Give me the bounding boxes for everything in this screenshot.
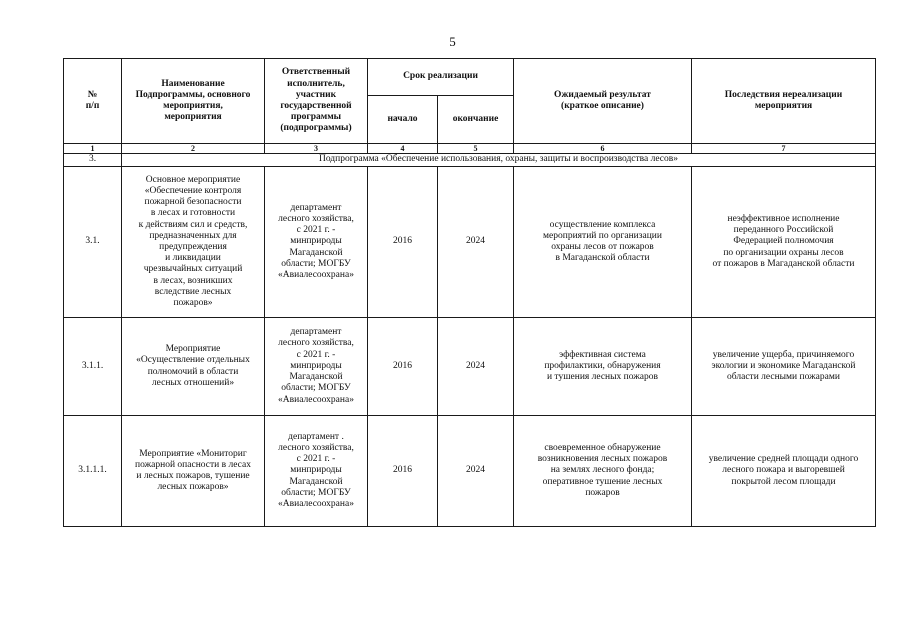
row-num: 3.1.1.1. — [64, 416, 122, 527]
row-start: 2016 — [368, 167, 438, 318]
header-end: окончание — [438, 96, 514, 144]
row-end: 2024 — [438, 318, 514, 416]
column-number: 5 — [438, 144, 514, 154]
row-name: Основное мероприятие «Обеспечение контроля пожарной безопасности в лесах и готовности к действиям сил и средств, предназначенных для предупреждения и ликвидации чрезвычайных ситуаций в лесах, возникших вследствие лесных пожаров» — [122, 167, 265, 318]
page-number: 5 — [449, 34, 456, 49]
row-num: 3.1.1. — [64, 318, 122, 416]
header-num: № п/п — [64, 59, 122, 144]
row-num: 3.1. — [64, 167, 122, 318]
header-name: Наименование Подпрограммы, основного мероприятия, мероприятия — [122, 59, 265, 144]
column-number: 1 — [64, 144, 122, 154]
row-responsible: департамент лесного хозяйства, с 2021 г. - минприроды Магаданской области; МОГБУ «Авиалесоохрана» — [265, 318, 368, 416]
table-row — [64, 167, 876, 318]
header-start: начало — [368, 96, 438, 144]
column-number: 3 — [265, 144, 368, 154]
table-row — [64, 416, 876, 527]
row-start: 2016 — [368, 416, 438, 527]
row-expected: осуществление комплекса мероприятий по организации охраны лесов от пожаров в Магаданской области — [514, 167, 692, 318]
column-number: 4 — [368, 144, 438, 154]
subprogram-num: 3. — [64, 154, 122, 167]
header-row-top — [64, 59, 876, 96]
program-table — [63, 58, 876, 527]
header-period: Срок реализации — [368, 59, 514, 96]
row-end: 2024 — [438, 167, 514, 318]
row-consequences: неэффективное исполнение переданного Российской Федерацией полномочия по организации охраны лесов от пожаров в Магаданской области — [692, 167, 876, 318]
subprogram-title: Подпрограмма «Обеспечение использования, охраны, защиты и воспроизводства лесов» — [122, 154, 876, 167]
row-end: 2024 — [438, 416, 514, 527]
header-responsible: Ответственный исполнитель, участник государственной программы (подпрограммы) — [265, 59, 368, 144]
row-consequences: увеличение средней площади одного лесного пожара и выгоревшей покрытой лесом площади — [692, 416, 876, 527]
row-consequences: увеличение ущерба, причиняемого экологии и экономике Магаданской области лесными пожарами — [692, 318, 876, 416]
row-start: 2016 — [368, 318, 438, 416]
column-number: 7 — [692, 144, 876, 154]
row-expected: эффективная система профилактики, обнаружения и тушения лесных пожаров — [514, 318, 692, 416]
row-name: Мероприятие «Мониториг пожарной опасности в лесах и лесных пожаров, тушение лесных пожаров» — [122, 416, 265, 527]
row-expected: своевременное обнаружение возникновения лесных пожаров на землях лесного фонда; оперативное тушение лесных пожаров — [514, 416, 692, 527]
subprogram-row — [64, 154, 876, 167]
column-number-row — [64, 144, 876, 154]
row-name: Мероприятие «Осуществление отдельных полномочий в области лесных отношений» — [122, 318, 265, 416]
header-consequences: Последствия нереализации мероприятия — [692, 59, 876, 144]
column-number: 2 — [122, 144, 265, 154]
row-responsible: департамент лесного хозяйства, с 2021 г. - минприроды Магаданской области; МОГБУ «Авиалесоохрана» — [265, 167, 368, 318]
table-row — [64, 318, 876, 416]
row-responsible: департамент . лесного хозяйства, с 2021 г. - минприроды Магаданской области; МОГБУ «Авиалесоохрана» — [265, 416, 368, 527]
column-number: 6 — [514, 144, 692, 154]
header-expected: Ожидаемый результат (краткое описание) — [514, 59, 692, 144]
